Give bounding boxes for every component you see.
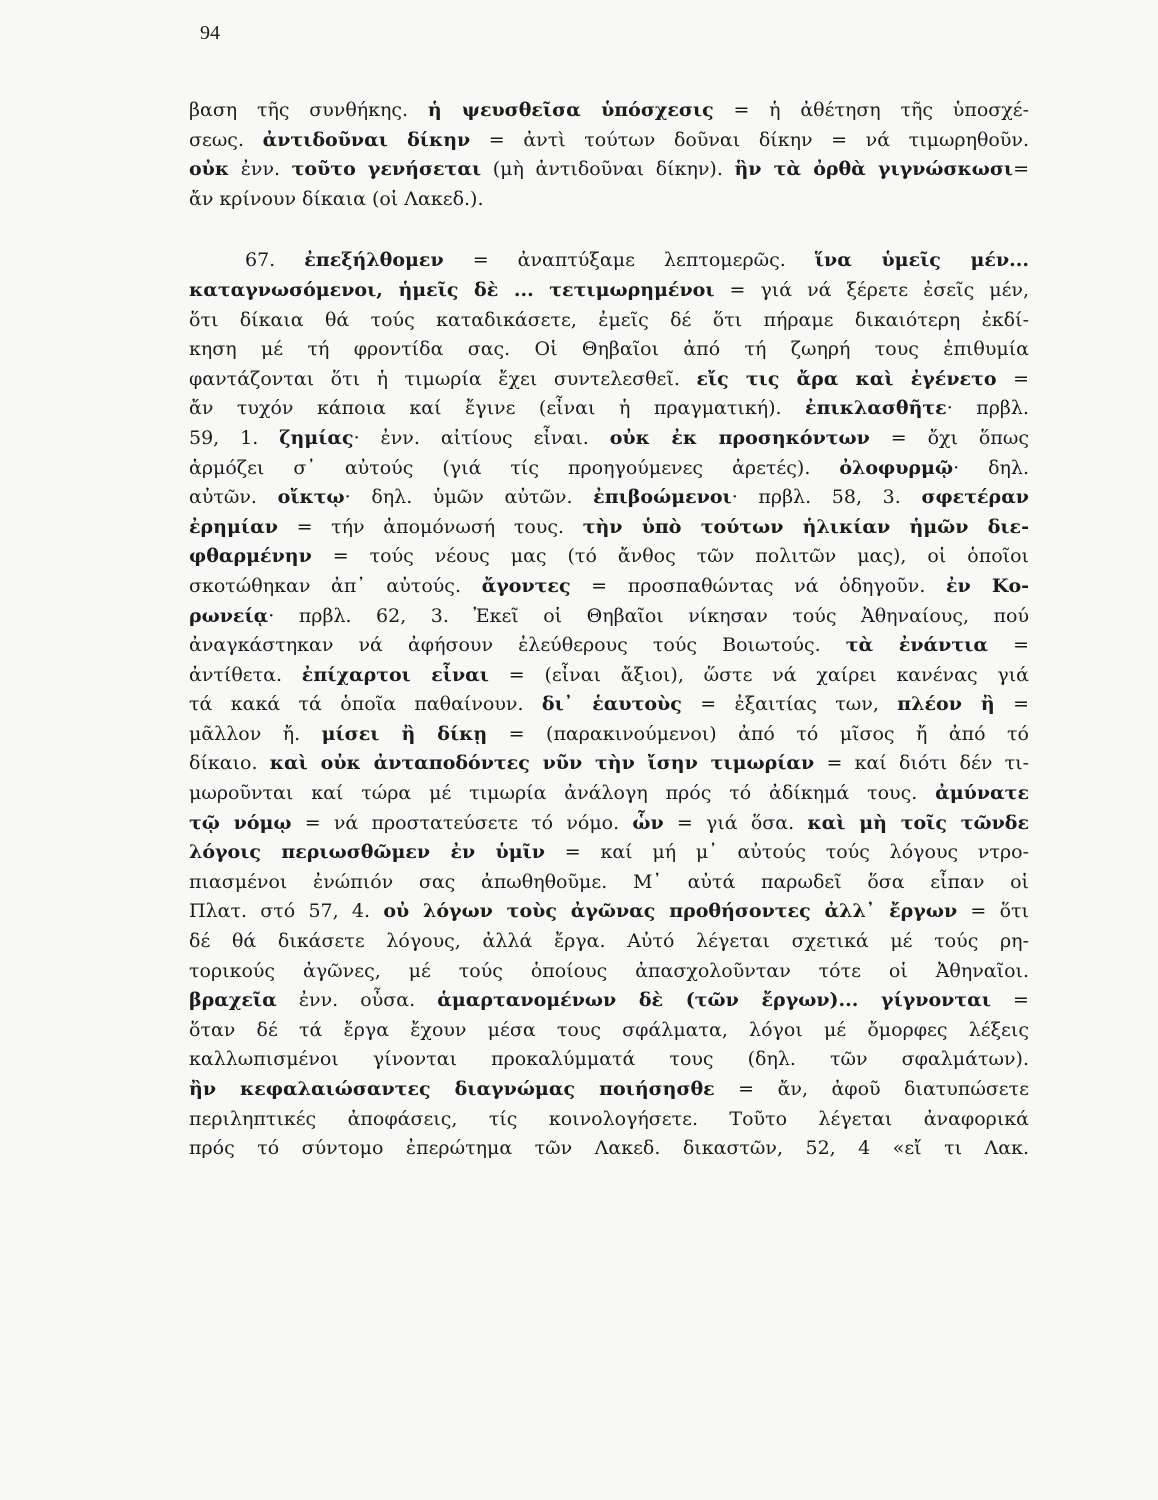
commentary-text-run: (μὴ ἀντιδοῦναι δίκην).	[481, 158, 735, 181]
commentary-text-run: ὅτι δίκαια θά τούς καταδικάσετε, ἐμεῖς δέ ὅτι πήραμε δικαιότερη ἐκδί-	[189, 308, 1029, 331]
commentary-text-run: = καί διότι δέν τι-	[814, 752, 1029, 775]
commentary-text-run: · δηλ.	[953, 456, 1029, 479]
commentary-text-run: = ὄχι ὅπως	[869, 426, 1029, 449]
lemma-term: ἐν Κο-	[946, 574, 1029, 597]
commentary-text-run: · πρβλ. 58, 3.	[731, 486, 922, 509]
commentary-text-run: αὐτῶν.	[189, 486, 278, 509]
text-line	[189, 126, 1029, 156]
text-line	[189, 513, 1029, 543]
lemma-term: οὐκ	[189, 158, 230, 181]
commentary-text-run: = (εἶναι ἄξιοι), ὥστε νά χαίρει κανένας γιά	[488, 663, 1029, 686]
lemma-term: ἢν κεφαλαιώσαντες διαγνώμας ποιήσησθε	[189, 1078, 715, 1100]
lemma-term: τῷ νόμῳ	[189, 811, 292, 834]
text-line	[189, 868, 1029, 898]
text-line	[189, 927, 1029, 957]
commentary-text-run: · πρβλ. 62, 3. Ἐκεῖ οἱ Θηβαῖοι νίκησαν τούς Ἀθηναίους, πού	[268, 604, 1029, 627]
text-line	[189, 749, 1029, 779]
text-line	[189, 986, 1029, 1016]
lemma-term: τὴν ὑπὸ τούτων ἡλικίαν ἡμῶν διε-	[582, 515, 1029, 538]
lemma-term: ζημίας	[279, 426, 354, 449]
commentary-text-run: δίκαιο.	[189, 752, 270, 775]
lemma-term: ἡ ψευσθεῖσα ὑπόσχεσις	[427, 99, 714, 121]
lemma-term: μίσει ἢ δίκῃ	[321, 722, 488, 745]
text-line	[189, 1045, 1029, 1075]
page-number: 94	[200, 22, 220, 44]
lemma-term: εἴς τις ἄρα καὶ ἐγένετο	[696, 367, 997, 390]
commentary-text-run: = ὅτι	[957, 900, 1029, 923]
lemma-term: ἀμύνατε	[935, 782, 1029, 805]
lemma-term: καὶ οὐκ ἀνταποδόντες νῦν τὴν ἴσην τιμωρίαν	[269, 752, 815, 775]
commentary-text-run: = τήν ἀπομόνωσή τους.	[277, 515, 583, 538]
commentary-text-run: δέ θά δικάσετε λόγους, ἀλλά ἔργα. Αὐτό λέγεται σχετικά μέ τούς ρη-	[189, 930, 1029, 953]
text-line	[189, 335, 1029, 365]
text-line	[189, 185, 1029, 215]
commentary-text-run: μᾶλλον ἤ.	[189, 722, 322, 745]
text-line	[189, 1075, 1029, 1105]
commentary-text-run: = ἀντὶ τούτων δοῦναι δίκην = νά τιμωρηθοῦν.	[470, 128, 1029, 151]
commentary-text-run: κηση μέ τή φροντίδα σας. Οἱ Θηβαῖοι ἀπό τή ζωηρή τους ἐπιθυμία	[189, 338, 1029, 361]
commentary-text-run: τορικούς ἀγῶνες, μέ τούς ὁποίους ἀπασχολοῦνταν τότε οἱ Ἀθηναῖοι.	[189, 959, 1029, 982]
commentary-text-run: = ἀναπτύξαμε λεπτομερῶς.	[443, 249, 815, 272]
text-line	[189, 602, 1029, 632]
commentary-text-run: =	[994, 693, 1029, 716]
lemma-term: ἀντιδοῦναι δίκην	[262, 128, 471, 151]
text-line	[189, 394, 1029, 424]
commentary-text-run: ἄν κρίνουν δίκαια (οἱ Λακεδ.).	[189, 187, 484, 210]
lemma-term: ἣν τὰ ὀρθὰ γιγνώσκωσι	[734, 158, 1014, 181]
commentary-text-run: ἐνν.	[229, 158, 292, 181]
lemma-term: οὐκ ἐκ προσηκόντων	[609, 426, 870, 449]
text-line	[189, 1134, 1029, 1164]
lemma-term: τοῦτο γενήσεται	[291, 158, 482, 181]
text-line	[189, 720, 1029, 750]
commentary-text-run: =	[987, 634, 1029, 657]
text-line	[189, 155, 1029, 185]
text-line	[189, 96, 1029, 126]
commentary-text	[189, 96, 1029, 1164]
commentary-text-run: καλλωπισμένοι γίνονται προκαλύμματά τους (δηλ. τῶν σφαλμάτων).	[189, 1048, 1029, 1071]
commentary-text-run: = ἡ ἀθέτηση τῆς ὑποσχέ-	[713, 99, 1029, 121]
text-line	[189, 897, 1029, 927]
commentary-text-run: = ἐξαιτίας των,	[681, 693, 898, 716]
lemma-term: καταγνωσόμενοι, ἡμεῖς δὲ ... τετιμωρημένοι	[189, 278, 715, 301]
lemma-term: οὐ λόγων τοὺς ἀγῶνας προθήσοντες ἀλλ᾽ ἔργων	[383, 900, 958, 923]
commentary-text-run: μωροῦνται καί τώρα μέ τιμωρία ἀνάλογη πρός τό ἀδίκημά τους.	[189, 782, 936, 805]
commentary-text-run: φαντάζονται ὅτι ἡ τιμωρία ἔχει συντελεσθεῖ.	[189, 367, 697, 390]
commentary-text-run: 59, 1.	[189, 426, 280, 449]
commentary-text-run: =	[1013, 158, 1029, 181]
commentary-text-run: = τούς νέους μας (τό ἄνθος τῶν πολιτῶν μας), οἱ ὁποῖοι	[311, 545, 1029, 568]
text-line	[189, 1105, 1029, 1135]
commentary-text-run: τά κακά τά ὁποῖα παθαίνουν.	[189, 693, 542, 716]
commentary-text-run: · πρβλ.	[946, 397, 1029, 420]
lemma-term: οἴκτῳ	[277, 486, 345, 509]
commentary-text-run: Πλατ. στό 57, 4.	[189, 900, 384, 923]
lemma-term: δι᾽ ἑαυτοὺς	[541, 693, 682, 716]
commentary-text-run: = γιά νά ξέρετε ἐσεῖς μέν,	[714, 278, 1029, 301]
commentary-text-run: ἄν τυχόν κάποια καί ἔγινε (εἶναι ἡ πραγματική).	[189, 397, 806, 420]
lemma-term: φθαρμένην	[189, 545, 312, 568]
commentary-text-run: ἁρμόζει σ᾽ αὐτούς (γιά τίς προηγούμενες ἀρετές).	[189, 456, 840, 479]
text-line	[189, 365, 1029, 395]
lemma-term: λόγοις περιωσθῶμεν ἐν ὑμῖν	[189, 841, 545, 864]
text-line	[189, 661, 1029, 691]
commentary-text-run: βαση τῆς συνθήκης.	[189, 99, 428, 121]
lemma-term: ὀλοφυρμῷ	[839, 456, 954, 479]
lemma-term: ἐπιβοώμενοι	[593, 486, 732, 509]
commentary-text-run: περιληπτικές ἀποφάσεις, τίς κοινολογήσετε. Τοῦτο λέγεται ἀναφορικά	[189, 1107, 1029, 1130]
commentary-text-run: · ἐνν. αἰτίους εἶναι.	[353, 426, 610, 449]
lemma-term: ἐπεξήλθομεν	[304, 249, 444, 272]
commentary-text-run: ἀναγκάστηκαν νά ἀφήσουν ἐλεύθερους τούς Βοιωτούς.	[189, 634, 846, 657]
lemma-term: τὰ ἐνάντια	[845, 634, 988, 657]
lemma-term: ἐπίχαρτοι εἶναι	[301, 663, 489, 686]
text-line	[189, 424, 1029, 454]
lemma-term: ἐπικλασθῆτε	[805, 397, 947, 420]
lemma-term: σφετέραν	[921, 486, 1029, 509]
paragraph-gap	[189, 214, 1029, 246]
text-line	[189, 1016, 1029, 1046]
text-line	[189, 572, 1029, 602]
commentary-text-run: = γιά ὅσα.	[663, 811, 808, 834]
text-line	[189, 631, 1029, 661]
lemma-term: ἵνα ὑμεῖς μέν...	[814, 249, 1029, 272]
commentary-text-run: ὅταν δέ τά ἔργα ἔχουν μέσα τους σφάλματα, λόγοι μέ ὄμορφες λέξεις	[189, 1018, 1029, 1041]
text-line	[189, 957, 1029, 987]
commentary-text-run: = καί μή μ᾽ αὐτούς τούς λόγους ντρο-	[545, 841, 1029, 864]
commentary-text-run: =	[990, 989, 1029, 1012]
commentary-text-run: ἐνν. οὖσα.	[276, 989, 438, 1012]
commentary-text-run: · δηλ. ὑμῶν αὐτῶν.	[344, 486, 594, 509]
lemma-term: ἄγοντες	[481, 574, 571, 597]
commentary-text-run: =	[996, 367, 1029, 390]
commentary-text-run: σκοτώθηκαν ἀπ᾽ αὐτούς.	[189, 574, 482, 597]
lemma-term: ρωνείᾳ	[189, 604, 269, 627]
text-line	[189, 779, 1029, 809]
lemma-term: καὶ μὴ τοῖς τῶνδε	[807, 811, 1029, 834]
commentary-text-run: πρός τό σύντομο ἐπερώτημα τῶν Λακεδ. δικαστῶν, 52, 4 «εἴ τι Λακ.	[189, 1137, 1029, 1160]
commentary-text-run: = ἄν, ἀφοῦ διατυπώσετε	[714, 1078, 1029, 1100]
text-line	[189, 483, 1029, 513]
commentary-text-run: 67.	[245, 249, 305, 272]
lemma-term: ὧν	[632, 811, 664, 834]
lemma-term: ἐρημίαν	[189, 515, 278, 538]
commentary-text-run: = νά προστατεύσετε τό νόμο.	[291, 811, 633, 834]
lemma-term: ἁμαρτανομένων δὲ (τῶν ἔργων)... γίγνονται	[437, 989, 991, 1012]
commentary-text-run: = προσπαθώντας νά ὁδηγοῦν.	[570, 574, 946, 597]
text-line	[189, 454, 1029, 484]
text-line	[189, 838, 1029, 868]
lemma-term: βραχεῖα	[189, 989, 277, 1012]
commentary-text-run: πιασμένοι ἐνώπιόν σας ἀπωθηθοῦμε. Μ᾽ αὐτά παρωδεῖ ὅσα εἶπαν οἱ	[189, 870, 1029, 893]
commentary-text-run: = (παρακινούμενοι) ἀπό τό μῖσος ἤ ἀπό τό	[487, 722, 1029, 745]
text-line	[189, 306, 1029, 336]
lemma-term: πλέον ἢ	[897, 693, 995, 716]
commentary-text-run: σεως.	[189, 128, 263, 151]
text-line	[189, 246, 1029, 276]
text-line	[189, 690, 1029, 720]
text-line	[189, 542, 1029, 572]
text-line	[189, 276, 1029, 306]
commentary-text-run: ἀντίθετα.	[189, 663, 302, 686]
text-line	[189, 809, 1029, 839]
